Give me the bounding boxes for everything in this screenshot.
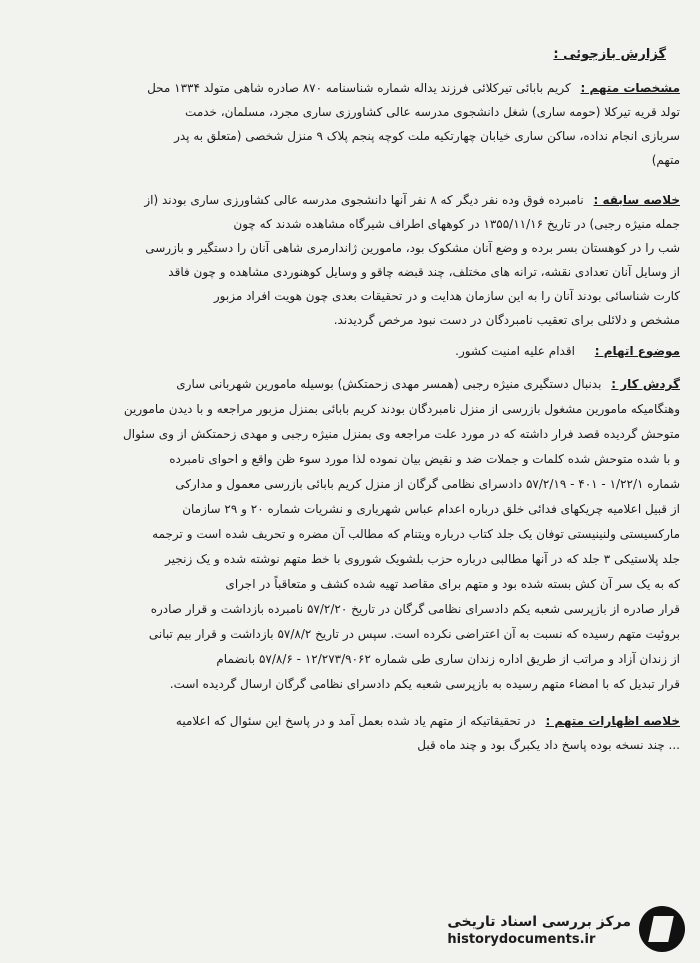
background-line-1: جمله منیژه رجبی) در تاریخ ۱۳۵۵/۱۱/۱۶ در کوههای اطراف شیرگاه مشاهده شدند که چون xyxy=(233,217,680,231)
proceedings-line-6: مارکسیستی ولنینیستی توفان یک جلد کتاب درباره ویتنام که مطالب آن مضره و تحریف شده است و ترجمه xyxy=(152,527,680,541)
footer-text-block xyxy=(447,912,631,947)
background-line-2: شب را در کوهستان بسر برده و وضع آنان مشکوک بود، مامورین ژاندارمری شاهی آنان را دستگیر و بازرسی xyxy=(145,241,680,255)
statements-label: خلاصه اظهارات متهم : xyxy=(545,714,680,728)
identity-line-0: کریم بابائی تیرکلائی فرزند یداله شماره شناسنامه ۸۷۰ صادره شاهی متولد ۱۳۳۴ محل xyxy=(147,81,571,95)
footer-watermark xyxy=(420,900,685,958)
footer-url: historydocuments.ir xyxy=(447,931,596,947)
identity-line-3: متهم) xyxy=(651,153,680,167)
background-line-5: مشخص و دلائلی برای تعقیب نامبردگان در دست نبود مرخص گردیدند. xyxy=(333,313,680,327)
proceedings-line-4: شماره ۱/۲۲/۱ - ۴۰۱ - ۵۷/۲/۱۹ دادسرای نظامی گرگان از منزل کریم بابائی بازرسی معمول و مدارکی xyxy=(175,477,680,491)
proceedings-line-8: که به یک سر آن کش بسته شده بود و متهم برای مقاصد تهیه شده کشف و متعاقباً در اجرای xyxy=(225,577,680,591)
proceedings-line-3: و با شده متوحش شده کلمات و جملات ضد و نقیض بیان نموده لذا مورد سوء ظن واقع و احوای نامبرده xyxy=(169,452,680,466)
document-title: گزارش بازجوئی : xyxy=(553,47,666,62)
subject-value: اقدام علیه امنیت کشور. xyxy=(455,344,575,358)
proceedings-section xyxy=(18,372,680,697)
proceedings-line-7: جلد پلاستیکی ۳ جلد که در آنها مطالبی درباره حزب بلشویک شوروی با خط متهم نوشته شده و یک زنجیر xyxy=(165,552,680,566)
proceedings-line-9: قرار صادره از بازپرسی شعبه یکم دادسرای نظامی گرگان در تاریخ ۵۷/۲/۲۰ نامبرده بازداشت و قرار صادره xyxy=(150,602,680,616)
background-line-4: کارت شناسائی بودند آنان را به این سازمان هدایت و در تحقیقات بعدی چون هویت افراد مزبور xyxy=(213,289,680,303)
background-section xyxy=(18,188,680,332)
historydocuments-logo-icon xyxy=(639,906,685,952)
statements-line-1: ... چند نسخه بوده پاسخ داد یکبرگ بود و چند ماه قبل xyxy=(417,738,680,752)
subject-label: موضوع اتهام : xyxy=(594,344,680,358)
proceedings-line-11: از زندان آزاد و مراتب از طریق اداره زندان ساری طی شماره ۱۲/۲۷۳/۹۰۶۲ - ۵۷/۸/۶ بانضمام xyxy=(216,652,680,666)
proceedings-line-12: قرار تبدیل که با امضاء متهم رسیده به بازپرسی شعبه یکم دادسرای نظامی گرگان ارسال گردیده است. xyxy=(169,677,680,691)
statements-section xyxy=(18,709,680,757)
proceedings-line-0: بدنبال دستگیری منیژه رجبی (همسر مهدی زحمتکش) بوسیله مامورین شهربانی ساری xyxy=(176,377,602,391)
footer-organization: مرکز بررسی اسناد تاریخی xyxy=(447,913,631,930)
proceedings-line-5: از قبیل اعلامیه چریکهای فدائی خلق درباره اعدام عباس شهریاری و نشریات شماره ۲۰ و ۲۹ سازمان xyxy=(182,502,680,516)
background-label: خلاصه سابقه : xyxy=(593,193,680,207)
background-line-0: نامبرده فوق وده نفر دیگر که ۸ نفر آنها دانشجوی مدرسه عالی کشاورزی ساری بودند (از xyxy=(144,193,584,207)
identity-section xyxy=(18,76,680,172)
background-line-3: از وسایل آنان تعدادی نقشه، ترانه های مختلف، چند قبضه چاقو و وسایل کوهنوردی مشاهده و چون فاقد xyxy=(168,265,680,279)
proceedings-line-1: وهنگامیکه مامورین مشغول بازرسی از منزل نامبردگان بودند کریم بابائی بمنزل مزبور مراجعه و با دیدن مامورین xyxy=(123,402,680,416)
proceedings-line-10: بروئیت متهم رسیده که نسبت به آن اعتراضی نکرده است. سپس در تاریخ ۵۷/۸/۲ بازداشت و قرار بیم تبانی xyxy=(148,627,680,641)
proceedings-label: گردش کار : xyxy=(611,377,680,391)
subject-section xyxy=(18,340,680,362)
identity-label: مشخصات متهم : xyxy=(580,81,680,95)
identity-line-1: تولد قریه تیرکلا (حومه ساری) شغل دانشجوی مدرسه عالی کشاورزی ساری مجرد، مسلمان، خدمت xyxy=(185,105,680,119)
proceedings-line-2: متوحش گردیده قصد فرار داشته که در مورد علت مراجعه وی بمنزل منیژه رجبی و مهدی زحمتکش از وی سئوال xyxy=(123,427,680,441)
identity-line-2: سربازی انجام نداده، ساکن ساری خیابان چهارتکیه ملت کوچه پنجم پلاک ۹ منزل شخصی (متعلق به پدر xyxy=(174,129,680,143)
statements-line-0: در تحقیقاتیکه از متهم یاد شده بعمل آمد و در پاسخ این سئوال که اعلامیه xyxy=(175,714,536,728)
